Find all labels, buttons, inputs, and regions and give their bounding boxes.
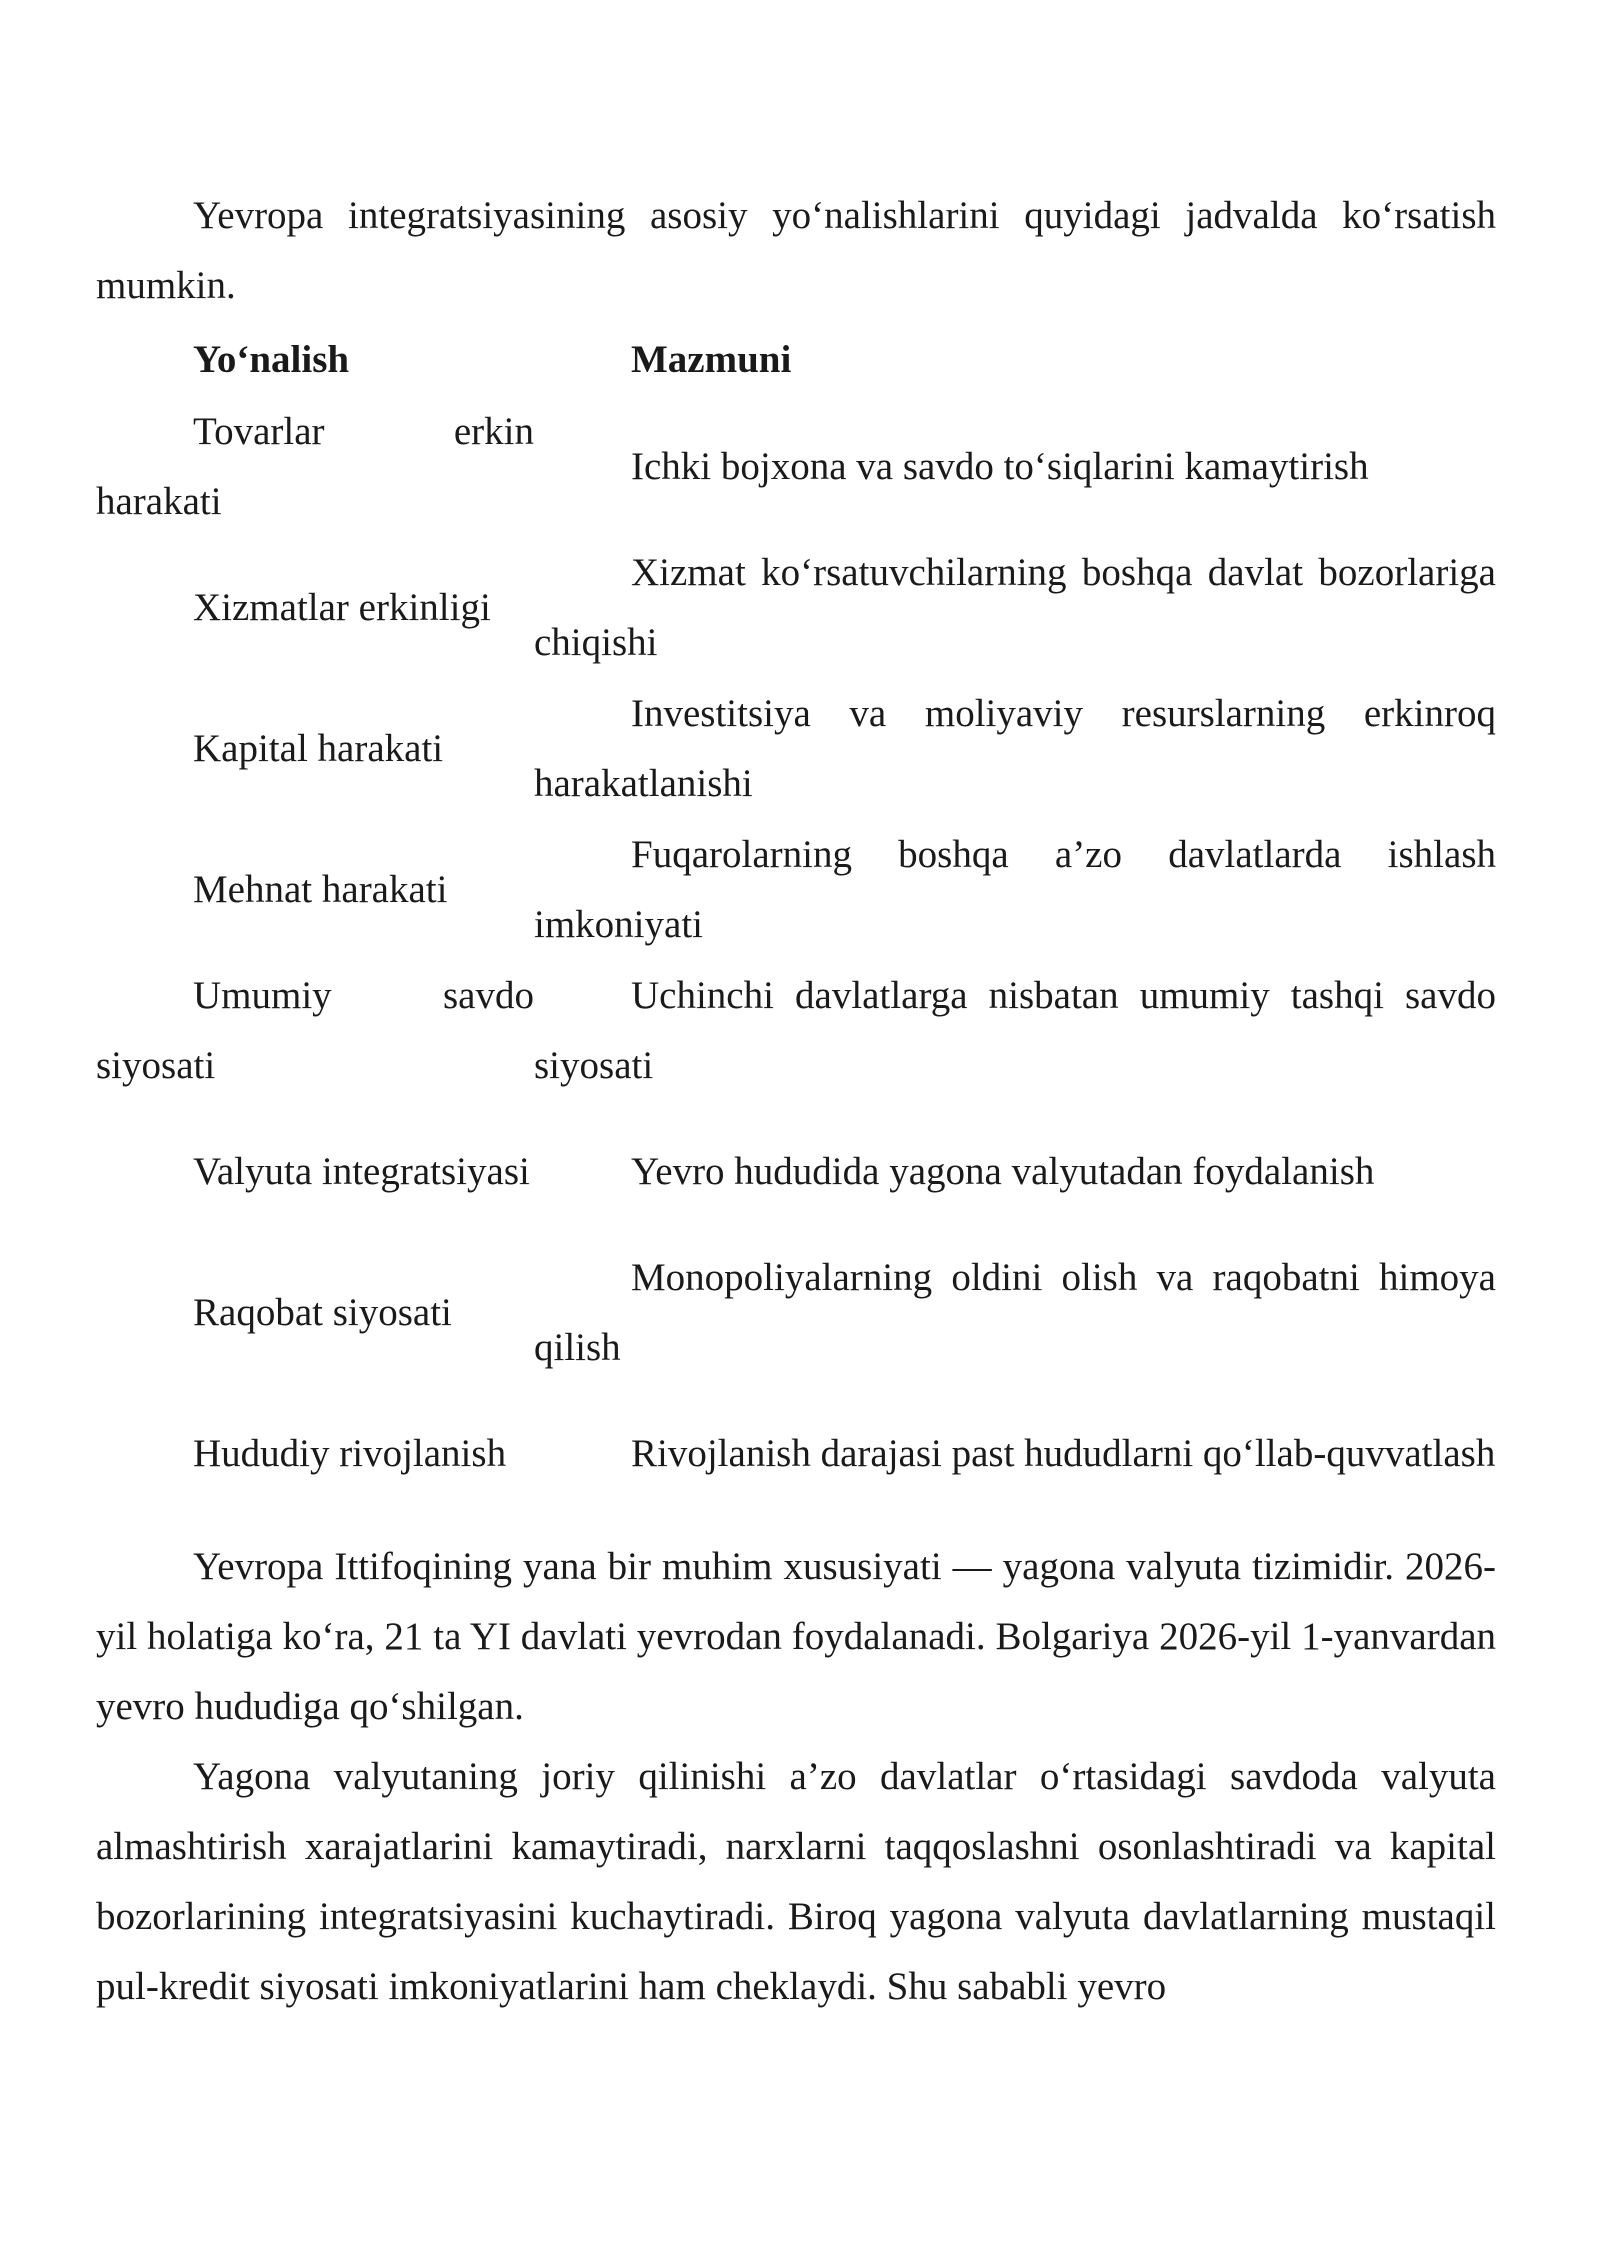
- table-row: [96, 819, 1496, 960]
- table-row: [96, 396, 1496, 537]
- table-header-row: [96, 324, 1496, 396]
- table-row: [96, 960, 1496, 1101]
- paragraph-single-currency: Yagona valyutaning joriy qilinishi a’zo davlatlar o‘rtasidagi savdoda valyuta almashtirish xarajatlarini kamaytiradi, narxlarni taqqoslashni osonlashtiradi va kapital bozorlarining integratsiyasini kuchaytiradi. Biroq yagona valyuta davlatlarning mustaqil pul-kredit siyosati imkoniyatlarini ham cheklaydi. Shu sababli yevro: [96, 1755, 1496, 2008]
- table-row: [96, 1383, 1496, 1524]
- directions-table: [96, 324, 1496, 1524]
- intro-paragraph: Yevropa integratsiyasining asosiy yo‘nalishlarini quyidagi jadvalda ko‘rsatish mumkin.: [96, 194, 1496, 307]
- row-direction: Umumiy savdo siyosati: [96, 973, 534, 1087]
- header-content: Mazmuni: [631, 338, 792, 381]
- header-direction: Yo‘nalish: [193, 338, 350, 381]
- table-row: [96, 537, 1496, 678]
- row-direction: Tovarlar erkin harakati: [96, 409, 534, 523]
- row-direction: Mehnat harakati: [193, 867, 448, 911]
- row-content: Fuqarolarning boshqa a’zo davlatlarda ishlash imkoniyati: [534, 832, 1496, 946]
- row-content: Rivojlanish darajasi past hududlarni qo‘llab-quvvatlash: [631, 1431, 1496, 1475]
- row-direction: Kapital harakati: [193, 726, 444, 770]
- row-direction: Xizmatlar erkinligi: [193, 585, 491, 629]
- row-content: Investitsiya va moliyaviy resurslarning erkinroq harakatlanishi: [534, 691, 1496, 805]
- row-content: Monopoliyalarning oldini olish va raqobatni himoya qilish: [534, 1255, 1496, 1369]
- row-direction: Valyuta integratsiyasi: [193, 1149, 530, 1193]
- row-content: Uchinchi davlatlarga nisbatan umumiy tashqi savdo siyosati: [534, 973, 1496, 1087]
- row-direction: Hududiy rivojlanish: [193, 1431, 507, 1475]
- table-row: [96, 1242, 1496, 1383]
- paragraph-euro: Yevropa Ittifoqining yana bir muhim xususiyati — yagona valyuta tizimidir. 2026-yil holatiga ko‘ra, 21 ta YI davlati yevrodan foydalanadi. Bolgariya 2026-yil 1-yanvardan yevro hududiga qo‘shilgan.: [96, 1545, 1496, 1728]
- table-row: [96, 678, 1496, 819]
- row-direction: Raqobat siyosati: [193, 1290, 452, 1334]
- row-content: Yevro hududida yagona valyutadan foydalanish: [631, 1149, 1375, 1193]
- table-row: [96, 1101, 1496, 1242]
- row-content: Xizmat ko‘rsatuvchilarning boshqa davlat bozorlariga chiqishi: [534, 550, 1496, 664]
- row-content: Ichki bojxona va savdo to‘siqlarini kamaytirish: [631, 444, 1369, 488]
